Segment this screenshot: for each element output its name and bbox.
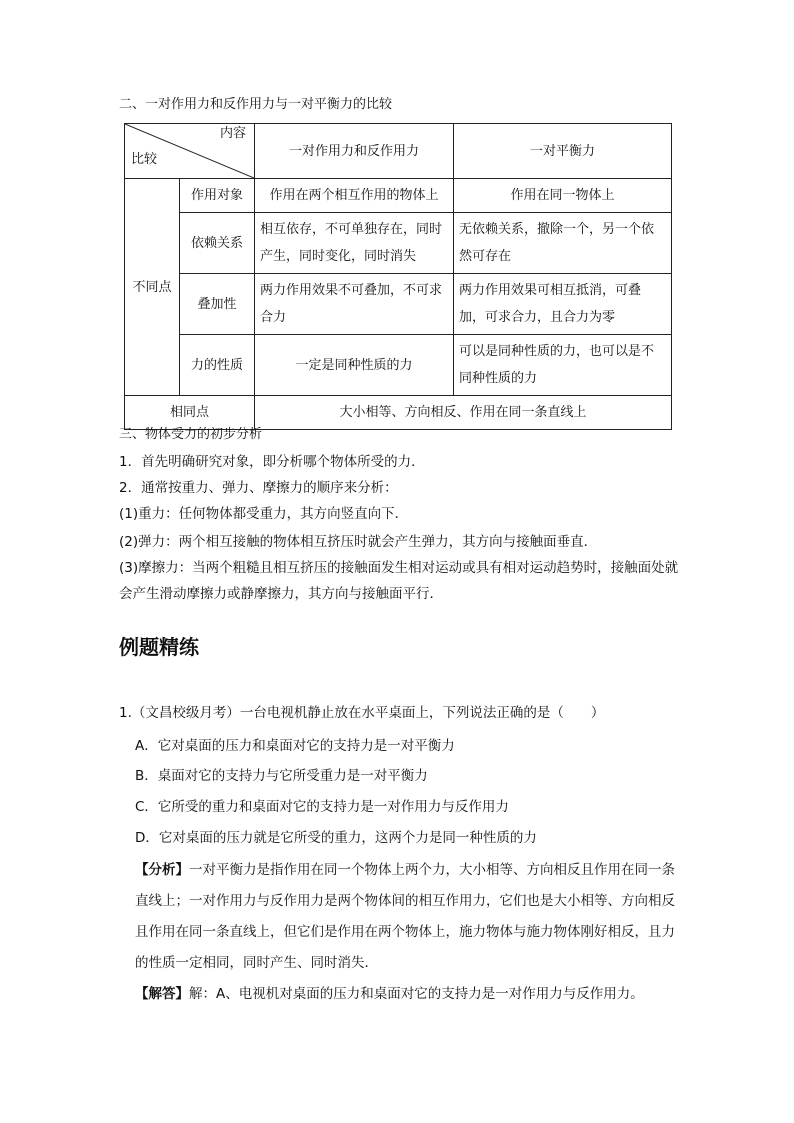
table-row-same <box>125 396 672 430</box>
answer-paragraph <box>135 981 680 1007</box>
table-row <box>125 274 672 335</box>
row-label: 力的性质 <box>180 335 255 396</box>
answer-tag: 【解答】 <box>135 986 189 1002</box>
answer-text: 解：A、电视机对桌面的压力和桌面对它的支持力是一对作用力与反作用力。 <box>189 986 644 1002</box>
table-cell: 作用在同一物体上 <box>454 179 672 213</box>
comparison-table <box>124 123 672 430</box>
row-label: 作用对象 <box>180 179 255 213</box>
section-2-title: 二、一对作用力和反作用力与一对平衡力的比较 <box>119 97 393 112</box>
section-3-item: (2)弹力：两个相互接触的物体相互挤压时就会产生弹力，其方向与接触面垂直． <box>119 534 598 550</box>
section-3-item: (1)重力：任何物体都受重力，其方向竖直向下． <box>119 506 409 522</box>
row-label: 依赖关系 <box>180 213 255 274</box>
table-cell: 两力作用效果不可叠加，不可求合力 <box>255 274 454 335</box>
header-compare-label: 比较 <box>131 152 158 167</box>
group-label-differences: 不同点 <box>125 179 180 396</box>
section-3-title: 三、物体受力的初步分析 <box>119 427 263 442</box>
option-b: B．桌面对它的支持力与它所受重力是一对平衡力 <box>135 768 428 784</box>
section-3-item: 1．首先明确研究对象，即分析哪个物体所受的力． <box>119 454 425 470</box>
table-row <box>125 179 672 213</box>
table-cell: 一定是同种性质的力 <box>255 335 454 396</box>
diagonal-header-cell <box>125 124 255 179</box>
table-cell: 相互依存，不可单独存在，同时产生，同时变化，同时消失 <box>255 213 454 274</box>
option-d: D．它对桌面的压力就是它所受的重力，这两个力是同一种性质的力 <box>135 830 537 846</box>
table-cell: 无依赖关系，撤除一个，另一个依然可存在 <box>454 213 672 274</box>
analysis-tag: 【分析】 <box>135 862 189 878</box>
header-col-balance: 一对平衡力 <box>454 124 672 179</box>
row-label: 叠加性 <box>180 274 255 335</box>
section-3-item: (3)摩擦力：当两个粗糙且相互挤压的接触面发生相对运动或具有相对运动趋势时，接触面处就会产生滑动摩擦力或静摩擦力，其方向与接触面平行． <box>119 560 679 602</box>
table-row <box>125 213 672 274</box>
table-cell: 两力作用效果可相互抵消，可叠加，可求合力，且合力为零 <box>454 274 672 335</box>
table-row <box>125 335 672 396</box>
header-content-label: 内容 <box>219 126 246 141</box>
same-label: 相同点 <box>125 396 255 430</box>
same-text: 大小相等、方向相反、作用在同一条直线上 <box>255 396 672 430</box>
option-a: A．它对桌面的压力和桌面对它的支持力是一对平衡力 <box>135 738 455 754</box>
analysis-paragraph <box>135 855 675 979</box>
question-stem: 1.（文昌校级月考）一台电视机静止放在水平桌面上，下列说法正确的是（ ） <box>119 705 605 721</box>
table-cell: 作用在两个相互作用的物体上 <box>255 179 454 213</box>
header-col-action-reaction: 一对作用力和反作用力 <box>255 124 454 179</box>
section-3-item: 2．通常按重力、弹力、摩擦力的顺序来分析： <box>119 480 398 496</box>
analysis-text: 一对平衡力是指作用在同一个物体上两个力，大小相等、方向相反且作用在同一条直线上；一对作用力与反作用力是两个物体间的相互作用力，它们也是大小相等、方向相反且作用在同一条直线上，但它们是作用在两个物体上，施力物体与施力物体刚好相反，且力的性质一定相同，同时产生、同时消失． <box>135 862 675 971</box>
table-header-row <box>125 124 672 179</box>
option-c: C．它所受的重力和桌面对它的支持力是一对作用力与反作用力 <box>135 799 509 815</box>
examples-heading: 例题精练 <box>119 635 199 659</box>
table-cell: 可以是同种性质的力，也可以是不同种性质的力 <box>454 335 672 396</box>
